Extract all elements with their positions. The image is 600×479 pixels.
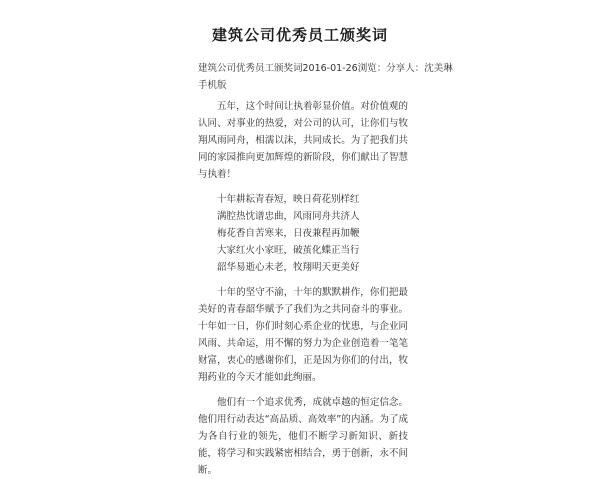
poem-line: 大家红火小家旺，破茧化蝶正当行 [217,245,360,256]
paragraph-decade: 十年的坚守不渝，十年的默默耕作，你们把最美好的青春韶华赋予了我们为之共同奋斗的事业。十年如一日，你们时刻心系企业的忧患，与企业同风雨、共命运，用不懈的努力为企业创造着一笔笔财富，衷心的感谢你们，正是因为你们的付出，牧翔药业的今天才能如此绚丽。 [198,287,408,383]
article-meta [198,60,453,94]
article-body [198,98,408,479]
mobile-version-link[interactable]: 手机版 [198,80,227,91]
paragraph-pursuit: 他们有一个追求优秀，成就卓越的恒定信念。他们用行动表达“高品质、高效率”的内涵。为了成为各自行业的领先，他们不断学习新知识、新技能，将学习和实践紧密相结合，勇于创新，永不间断。 [198,397,408,476]
page-title: 建筑公司优秀员工颁奖词 [211,26,388,44]
meta-line: 建筑公司优秀员工颁奖词2016-01-26浏览：分享人：沈美琳 [198,63,453,74]
poem-line: 满腔热忱谱忠曲，风雨同舟共济人 [217,211,360,222]
paragraph-intro: 五年，这个时间让执着彰显价值。对价值观的认同、对事业的热爱，对公司的认可，让你们与牧翔风雨同舟，相濡以沫，共同成长。为了把我们共同的家园推向更加辉煌的新阶段，你们献出了智慧与执着！ [198,101,408,180]
poem-line: 梅花香自苦寒来，日夜兼程再加鞭 [217,228,360,239]
poem-line: 十年耕耘青春短，映日荷花别样红 [217,194,360,205]
poem-line: 韶华易逝心未老，牧翔明天更美好 [217,262,360,273]
